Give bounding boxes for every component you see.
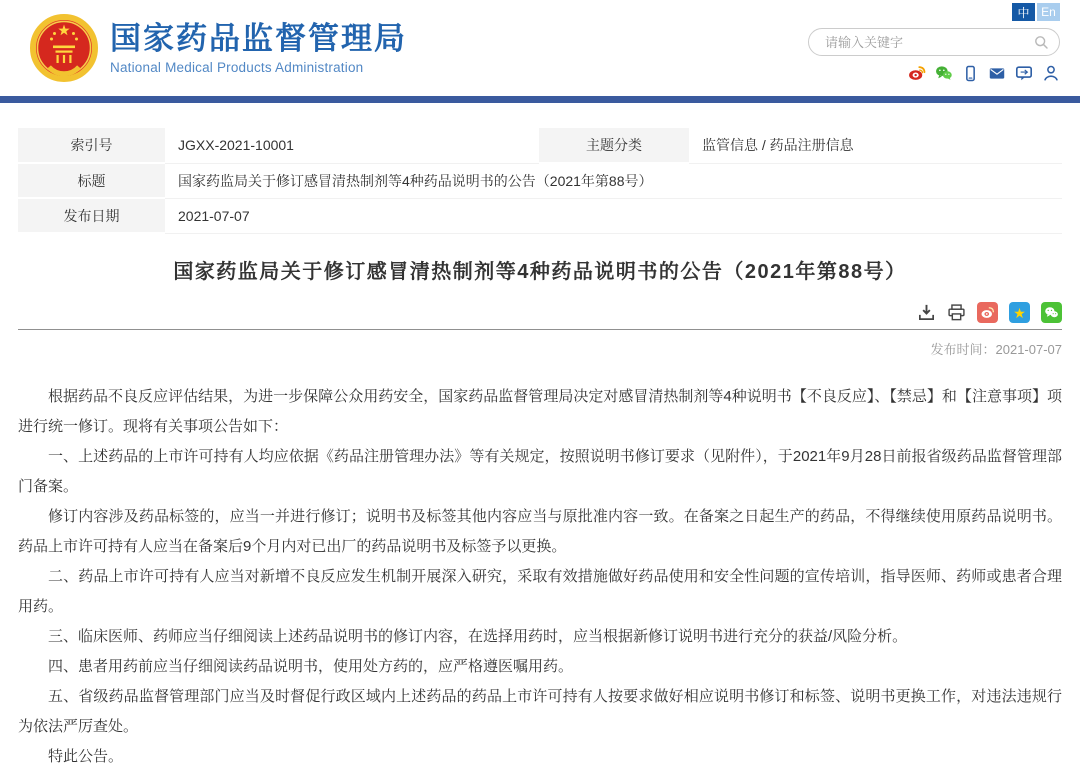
print-icon[interactable] bbox=[947, 303, 966, 322]
paragraph: 修订内容涉及药品标签的，应当一并进行修订；说明书及标签其他内容应当与原批准内容一致。在备案之日起生产的药品，不得继续使用原药品说明书。药品上市许可持有人应当在备案后9个月内对已出厂的药品说明书及标签予以更换。 bbox=[18, 508, 1062, 555]
paragraph: 根据药品不良反应评估结果，为进一步保障公众用药安全，国家药品监督管理局决定对感冒清热制剂等4种说明书【不良反应】、【禁忌】和【注意事项】项进行统一修订。现将有关事项公告如下： bbox=[18, 388, 1062, 435]
article-toolbar bbox=[18, 302, 1062, 323]
wechat-share-icon[interactable] bbox=[1041, 302, 1062, 323]
header-divider-bar bbox=[0, 96, 1080, 103]
language-toggle bbox=[1012, 3, 1060, 21]
paragraph: 一、上述药品的上市许可持有人均应依据《药品注册管理办法》等有关规定，按照说明书修订要求（见附件），于2021年9月28日前报省级药品监督管理部门备案。 bbox=[18, 448, 1062, 495]
mail-icon[interactable] bbox=[988, 65, 1006, 82]
article-title: 国家药监局关于修订感冒清热制剂等4种药品说明书的公告（2021年第88号） bbox=[173, 261, 907, 283]
message-icon[interactable] bbox=[1015, 64, 1033, 82]
paragraph: 三、临床医师、药师应当仔细阅读上述药品说明书的修订内容，在选择用药时，应当根据新修订说明书进行充分的获益/风险分析。 bbox=[48, 628, 908, 645]
download-icon[interactable] bbox=[917, 303, 936, 322]
meta-value-title: 国家药监局关于修订感冒清热制剂等4种药品说明书的公告（2021年第88号） bbox=[165, 163, 1062, 198]
lang-en-button[interactable]: En bbox=[1037, 3, 1060, 21]
brand-block bbox=[110, 21, 407, 75]
meta-row-index bbox=[18, 128, 1062, 163]
meta-label-index: 索引号 bbox=[18, 128, 165, 163]
document-meta-table bbox=[18, 128, 1062, 234]
header-right bbox=[808, 14, 1060, 82]
meta-label-title: 标题 bbox=[18, 163, 165, 198]
publish-time: 发布时间：2021-07-07 bbox=[930, 342, 1062, 357]
meta-value-category: 监管信息 / 药品注册信息 bbox=[689, 128, 1062, 163]
meta-row-title bbox=[18, 163, 1062, 198]
national-emblem-icon[interactable] bbox=[28, 12, 100, 84]
meta-label-date: 发布日期 bbox=[18, 198, 165, 233]
site-name-en: National Medical Products Administration bbox=[110, 59, 364, 75]
site-name[interactable]: 国家药品监督管理局 bbox=[110, 21, 407, 57]
site-header bbox=[0, 0, 1080, 96]
mobile-icon[interactable] bbox=[962, 65, 979, 82]
meta-label-category: 主题分类 bbox=[539, 128, 689, 163]
article-body bbox=[18, 382, 1062, 772]
paragraph: 五、省级药品监督管理部门应当及时督促行政区域内上述药品的药品上市许可持有人按要求做好相应说明书修订和标签、说明书更换工作，对违法违规行为依法严厉查处。 bbox=[18, 688, 1062, 735]
paragraph: 特此公告。 bbox=[48, 748, 124, 765]
weibo-share-icon[interactable] bbox=[977, 302, 998, 323]
lang-zh-button[interactable]: 中 bbox=[1012, 3, 1035, 21]
paragraph: 四、患者用药前应当仔细阅读药品说明书，使用处方药的，应严格遵医嘱用药。 bbox=[48, 658, 574, 675]
weibo-icon[interactable] bbox=[908, 64, 926, 82]
user-icon[interactable] bbox=[1042, 64, 1060, 82]
search-input[interactable] bbox=[823, 34, 1033, 51]
content-area bbox=[0, 128, 1080, 772]
search-icon[interactable] bbox=[1033, 34, 1049, 50]
title-divider bbox=[18, 329, 1062, 330]
meta-value-date: 2021-07-07 bbox=[165, 198, 1062, 233]
meta-row-date bbox=[18, 198, 1062, 233]
meta-value-index: JGXX-2021-10001 bbox=[165, 128, 539, 163]
paragraph: 二、药品上市许可持有人应当对新增不良反应发生机制开展深入研究，采取有效措施做好药品使用和安全性问题的宣传培训，指导医师、药师或患者合理用药。 bbox=[18, 568, 1062, 615]
header-social-icons bbox=[908, 64, 1060, 82]
wechat-icon[interactable] bbox=[935, 64, 953, 82]
qzone-share-icon[interactable]: ★ bbox=[1009, 302, 1030, 323]
search-box bbox=[808, 28, 1060, 56]
